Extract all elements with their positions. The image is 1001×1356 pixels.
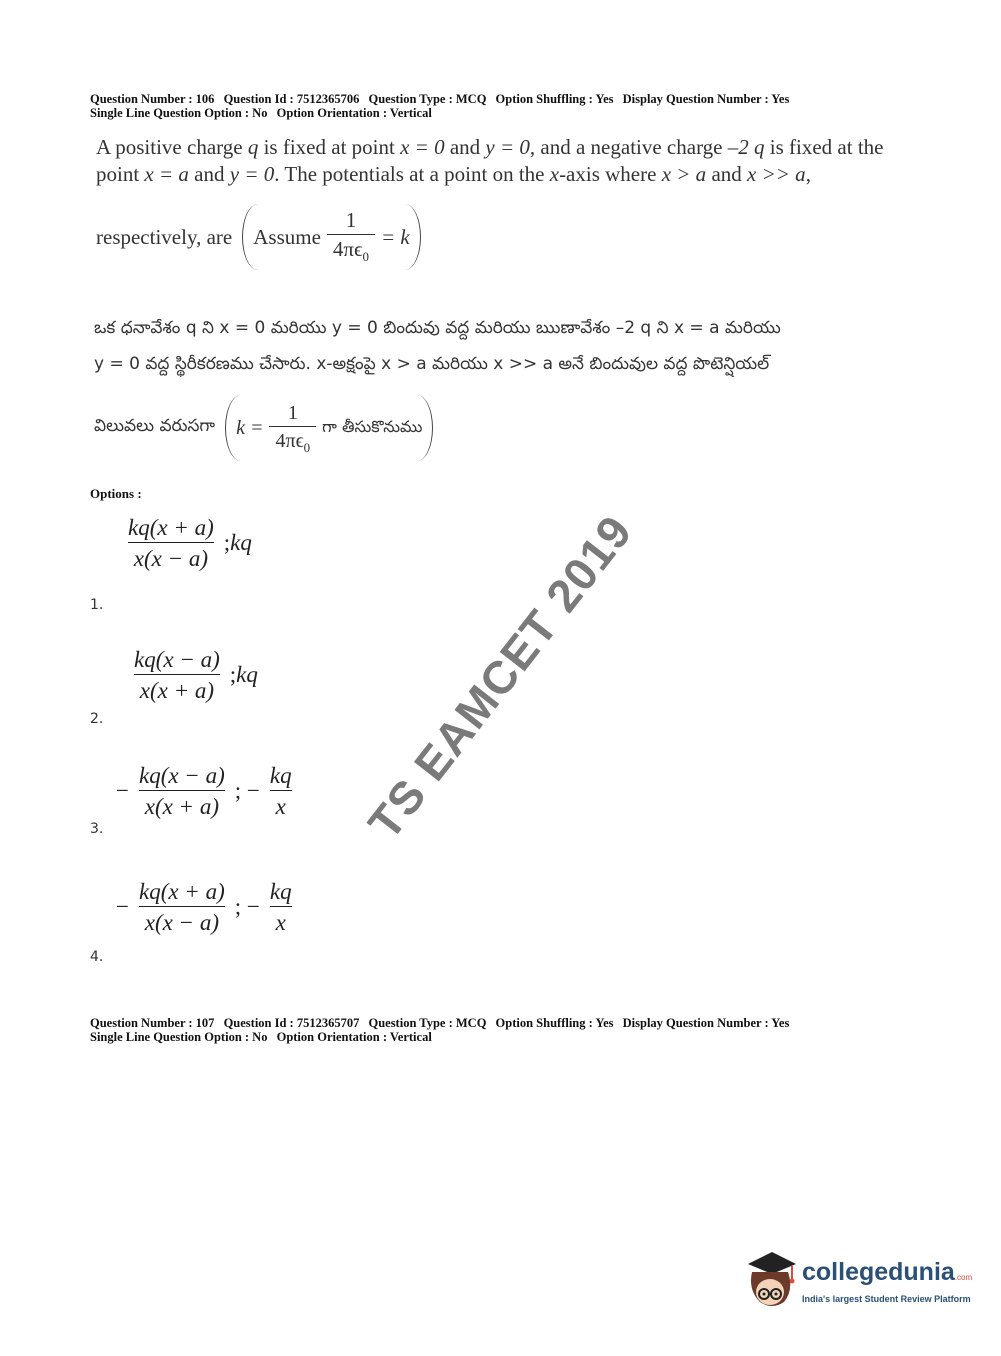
question-line-1: A positive charge q is fixed at point x = 0 and y = 0, and a negative charge –2 q is fixed at the xyxy=(96,135,884,159)
fraction: $\frac{kq}{x}$ xyxy=(269,879,292,935)
meta-item: Question Number : 106 xyxy=(90,92,215,106)
meta-item: Option Orientation : Vertical xyxy=(276,106,432,120)
assume-line xyxy=(96,202,421,272)
meta-item: Question Id : 7512365706 xyxy=(223,92,360,106)
meta-item: Option Shuffling : Yes xyxy=(495,1016,614,1030)
question-text-telugu-line-2: y = 0 వద్ద స్థిరీకరణము చేసారు. x-అక్షంపై x > a మరియు x >> a అనే బిందువుల వద్ద పొటెన్షియల్ xyxy=(94,354,770,374)
option-2-expression[interactable]: $\frac{kq(x - a)}{x(x + a)}$ ; kq xyxy=(124,648,258,702)
option-3-expression[interactable]: − $\frac{kq(x - a)}{x(x + a)}$ ; − $\frac{kq}{x}$ xyxy=(116,764,302,818)
option-4-expression[interactable]: − $\frac{kq(x + a)}{x(x - a)}$ ; − $\frac{kq}{x}$ xyxy=(116,880,302,934)
question-line-2: point x = a and y = 0. The potentials at a point on the x-axis where x > a and x >> a, xyxy=(96,162,811,186)
meta-item: Option Orientation : Vertical xyxy=(276,1030,432,1044)
option-2-number: 2. xyxy=(90,711,104,727)
fraction: $\frac{kq(x - a)}{x(x + a)}$ xyxy=(138,763,225,819)
fraction: $\frac{kq(x + a)}{x(x - a)}$ xyxy=(138,879,225,935)
option-1-number: 1. xyxy=(90,597,104,613)
telugu-assume-parenthesis: k = $\frac{1}{4\pi\epsilon_0}$ గా తీసుకొనుము xyxy=(225,395,433,461)
telugu-assume-line: విలువలు వరుసగా k = $\frac{1}{4\pi\epsilon_0}$ గా తీసుకొనుము xyxy=(94,394,433,462)
option-1-expression[interactable]: $\frac{kq(x + a)}{x(x - a)}$ ; kq xyxy=(118,516,252,570)
collegedunia-logo[interactable] xyxy=(742,1250,972,1314)
meta-item: Option Shuffling : Yes xyxy=(495,92,614,106)
question-meta-107 xyxy=(90,1016,795,1044)
mascot-icon xyxy=(742,1250,800,1312)
meta-item: Question Id : 7512365707 xyxy=(223,1016,360,1030)
assume-parenthesis: Assume $\frac{1}{4\pi\epsilon_0}$ = k xyxy=(242,204,421,270)
option-4-number: 4. xyxy=(90,949,104,965)
fraction: $\frac{kq(x + a)}{x(x - a)}$ xyxy=(128,515,214,571)
watermark: TS EAMCET 2019 xyxy=(357,505,643,849)
question-text-telugu-line-1: ఒక ధనావేశం q ని x = 0 మరియు y = 0 బిందువు వద్ద మరియు ఋణావేశం –2 q ని x = a మరియు xyxy=(94,318,781,338)
option-3-number: 3. xyxy=(90,821,104,837)
question-meta-106 xyxy=(90,92,795,120)
fraction: $\frac{1}{4\pi\epsilon_0}$ xyxy=(327,210,375,263)
logo-tagline: India's largest Student Review Platform xyxy=(802,1294,971,1304)
meta-item: Display Question Number : Yes xyxy=(622,92,790,106)
fraction: $\frac{kq(x - a)}{x(x + a)}$ xyxy=(134,647,220,703)
logo-wordmark: collegedunia.com xyxy=(802,1258,973,1286)
respectively-text: respectively, are xyxy=(96,224,233,249)
meta-item: Single Line Question Option : No xyxy=(90,1030,268,1044)
question-text-english xyxy=(96,134,896,188)
options-label: Options : xyxy=(90,486,142,501)
fraction: $\frac{kq}{x}$ xyxy=(269,763,292,819)
fraction: $\frac{1}{4\pi\epsilon_0}$ xyxy=(269,403,316,454)
meta-item: Display Question Number : Yes xyxy=(622,1016,790,1030)
meta-item: Question Type : MCQ xyxy=(368,1016,487,1030)
meta-item: Single Line Question Option : No xyxy=(90,106,268,120)
meta-item: Question Type : MCQ xyxy=(368,92,487,106)
meta-item: Question Number : 107 xyxy=(90,1016,215,1030)
